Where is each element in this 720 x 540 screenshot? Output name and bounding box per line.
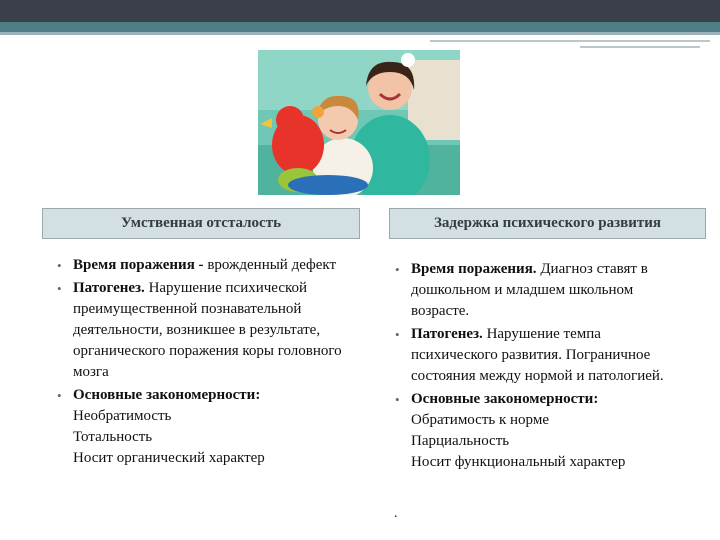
left-item-laws	[57, 385, 347, 469]
law-line: Парциальность	[411, 433, 510, 449]
law-line: Носит функциональный характер	[411, 454, 626, 470]
left-column	[57, 255, 347, 471]
bullet-icon: •	[395, 392, 400, 407]
bullet-icon: •	[57, 388, 62, 403]
top-stripe-light	[0, 32, 720, 35]
law-line: Тотальность	[73, 429, 153, 445]
item-label: Основные закономерности:	[73, 387, 261, 403]
bullet-icon: •	[395, 262, 400, 277]
left-item-pathogenesis	[57, 278, 347, 383]
item-text: Диагноз ставят в дошкольном и младшем школьном возрасте.	[411, 261, 648, 319]
decor-line	[580, 46, 700, 48]
right-header: Задержка психического развития	[389, 208, 706, 239]
top-bar	[0, 0, 720, 22]
item-text: Нарушение темпа психического развития. Пограничное состояния между нормой и патологией.	[411, 326, 664, 384]
left-item-time	[57, 255, 347, 276]
item-text: врожденный дефект	[203, 257, 337, 273]
law-line: Обратимость к норме	[411, 412, 549, 428]
children-photo	[258, 50, 460, 195]
bullet-icon: •	[395, 327, 400, 342]
right-item-laws	[395, 389, 675, 473]
item-label: Патогенез.	[411, 326, 483, 342]
item-text: Нарушение психической преимущественной познавательной деятельности, возникшее в результате, органического поражения коры головного мозга	[73, 280, 342, 380]
item-label: Время поражения.	[411, 261, 537, 277]
decor-line	[430, 40, 710, 42]
law-line: Носит органический характер	[73, 450, 265, 466]
item-label: Патогенез.	[73, 280, 145, 296]
right-item-pathogenesis	[395, 324, 675, 387]
top-stripe	[0, 22, 720, 32]
bullet-icon: •	[57, 281, 62, 296]
right-item-time	[395, 259, 675, 322]
left-header: Умственная отсталость	[42, 208, 360, 239]
item-label: Основные закономерности:	[411, 391, 599, 407]
footer-mark: .	[394, 506, 398, 521]
right-column	[395, 259, 675, 475]
item-label: Время поражения -	[73, 257, 204, 273]
law-line: Необратимость	[73, 408, 172, 424]
bullet-icon: •	[57, 258, 62, 273]
